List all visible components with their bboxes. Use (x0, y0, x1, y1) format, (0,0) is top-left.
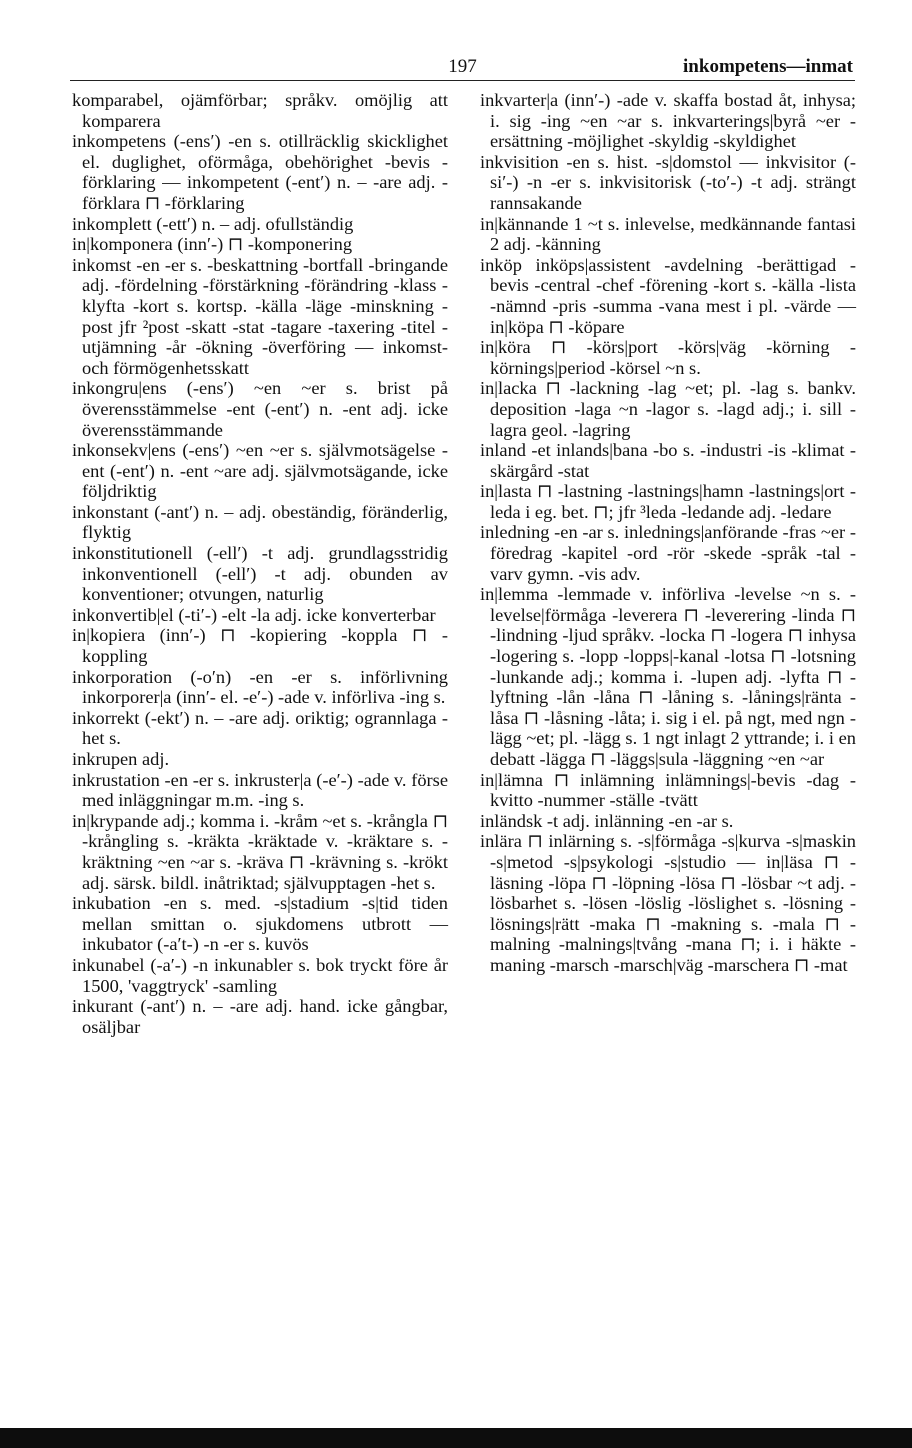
dictionary-entry: in|kopiera (inn′-) ⊓ -kopiering -koppla ⊓ -koppling (72, 625, 448, 667)
dictionary-entry: in|krypande adj.; komma i. -kråm ~et s. -krångla ⊓ -krångling s. -kräkta -kräktade v. -kräktare s. -kräktning ~en ~ar s. -kräva ⊓ -krävning s. -krökt adj. särsk. bildl. inåtriktad; självupptagen -het s. (72, 810, 448, 893)
dictionary-entry: inkubation -en s. med. -s|stadium -s|tid tiden mellan smittan o. sjukdomens utbrott — inkubator (-a′t-) -n -er s. kuvös (72, 893, 448, 955)
dictionary-entry: in|lasta ⊓ -lastning -lastnings|hamn -lastnings|ort -leda i eg. bet. ⊓; jfr ³leda -ledande adj. -ledare (480, 481, 856, 522)
left-column (72, 90, 448, 1037)
dictionary-entry: inkurant (-ant′) n. – -are adj. hand. icke gångbar, osäljbar (72, 996, 448, 1037)
dictionary-entry: inkorrekt (-ekt′) n. – -are adj. oriktig; ogrannlaga -het s. (72, 707, 448, 749)
dictionary-entry: komparabel, ojämförbar; språkv. omöjlig att komparera (72, 90, 448, 131)
dictionary-entry: inkomst -en -er s. -beskattning -bortfall -bringande adj. -fördelning -förstärkning -förändring -klass -klyfta -kort s. kortsp. -källa -läge -minskning -post jfr ²post -skatt -stat -tagare -taxering -titel -utjämning -år -ökning -överföring — inkomst- och förmögenhetsskatt (72, 254, 448, 378)
right-column (480, 90, 856, 976)
dictionary-entry: in|köra ⊓ -körs|port -körs|väg -körning -körnings|period -körsel ~n s. (480, 337, 856, 378)
dictionary-entry: inländsk -t adj. inlänning -en -ar s. (480, 810, 734, 831)
scan-edge-bar (0, 1428, 912, 1448)
page-number: 197 (448, 56, 477, 77)
dictionary-entry: inkrustation -en -er s. inkruster|a (-e′-) -ade v. förse med inläggningar m.m. -ing s. (72, 769, 448, 811)
dictionary-entry: in|kännande 1 ~t s. inlevelse, medkännande fantasi 2 adj. -känning (480, 213, 856, 255)
dictionary-entry: inledning -en -ar s. inlednings|anförande -fras ~er -föredrag -kapitel -ord -rör -skede -språk -tal -varv gymn. -vis adv. (480, 522, 856, 584)
dictionary-entry: inkunabel (-a′-) -n inkunabler s. bok tryckt före år 1500, 'vaggtryck' -samling (72, 954, 448, 996)
dictionary-entry: inkonstant (-ant′) n. – adj. obeständig, föränderlig, flyktig (72, 501, 448, 543)
dictionary-entry: inkomplett (-ett′) n. – adj. ofullständig (72, 213, 354, 234)
dictionary-entry: inköp inköps|assistent -avdelning -berättigad -bevis -central -chef -förening -kort s. -källa -lista -nämnd -pris -summa -vana mest i pl. -värde — in|köpa ⊓ -köpare (480, 254, 856, 337)
dictionary-entry: inland -et inlands|bana -bo s. -industri -is -klimat -skärgård -stat (480, 440, 856, 481)
dictionary-entry: inkvarter|a (inn′-) -ade v. skaffa bostad åt, inhysa; i. sig -ing ~en ~ar s. inkvarterings|byrå ~er -ersättning -möjlighet -skyldig -skyldighet (480, 90, 856, 152)
running-head: inkompetens—inmat (683, 56, 853, 77)
dictionary-entry: inkrupen adj. (72, 749, 170, 769)
dictionary-entry: inkonvertib|el (-ti′-) -elt -la adj. icke konverterbar (72, 604, 436, 625)
page-header (70, 54, 855, 81)
dictionary-entry: inkonstitutionell (-ell′) -t adj. grundlagsstridig inkonventionell (-ell′) -t adj. obunden av konventioner; otvungen, naturlig (72, 543, 448, 605)
dictionary-entry: inkvisition -en s. hist. -s|domstol — inkvisitor (-si′-) -n -er s. inkvisitorisk (-to′-) -t adj. strängt rannsakande (480, 151, 856, 213)
dictionary-entry: in|lemma -lemmade v. införliva -levelse ~n s. -levelse|förmåga -leverera ⊓ -leverering -linda ⊓ -lindning -ljud språkv. -locka ⊓ -logera ⊓ inhysa -logering s. -lopp -lopps|-kanal -lotsa ⊓ -lotsning -lunkande adj.; komma i. -lupen adj. -lyfta ⊓ -lyftning -lån -låna ⊓ -låning s. -lånings|ränta -låsa ⊓ -låsning -låta; i. sig i el. på ngt, med ngn -lägg ~et; pl. -lägg s. 1 ngt inlagt 2 yttrande; i. i en debatt -lägga ⊓ -läggs|sula -läggning ~en ~ar (480, 584, 856, 769)
dictionary-entry: in|lacka ⊓ -lackning -lag ~et; pl. -lag s. bankv. deposition -laga ~n -lagor s. -lagd adj.; i. sill -lagra geol. -lagring (480, 378, 856, 440)
dictionary-entry: in|komponera (inn′-) ⊓ -komponering (72, 234, 353, 255)
dictionary-entry: in|lämna ⊓ inlämning inlämnings|-bevis -dag -kvitto -nummer -ställe -tvätt (480, 769, 856, 811)
dictionary-entry: inlära ⊓ inlärning s. -s|förmåga -s|kurva -s|maskin -s|metod -s|psykologi -s|studio — in|läsa ⊓ -läsning -löpa ⊓ -löpning -lösa ⊓ -lösbar ~t adj. -lösbarhet s. -lösen -löslig -löslighet s. -lösning -lösnings|rätt -maka ⊓ -makning s. -mala ⊓ -malning -malnings|tvång -mana ⊓; i. i häkte -maning -marsch -marsch|väg -marschera ⊓ -mat (480, 831, 856, 975)
dictionary-entry: inkorporation (-o′n) -en -er s. införlivning inkorporer|a (inn′- el. -e′-) -ade v. införliva -ing s. (72, 666, 448, 708)
dictionary-entry: inkompetens (-ens′) -en s. otillräcklig skicklighet el. duglighet, oförmåga, obehörighet -bevis -förklaring — inkompetent (-ent′) n. – -are adj. -förklara ⊓ -förklaring (72, 131, 448, 213)
dictionary-entry: inkonsekv|ens (-ens′) ~en ~er s. självmotsägelse -ent (-ent′) n. -ent ~are adj. självmotsägande, icke följdriktig (72, 440, 448, 502)
dictionary-entry: inkongru|ens (-ens′) ~en ~er s. brist på överensstämmelse -ent (-ent′) n. -ent adj. icke överensstämmande (72, 378, 448, 440)
